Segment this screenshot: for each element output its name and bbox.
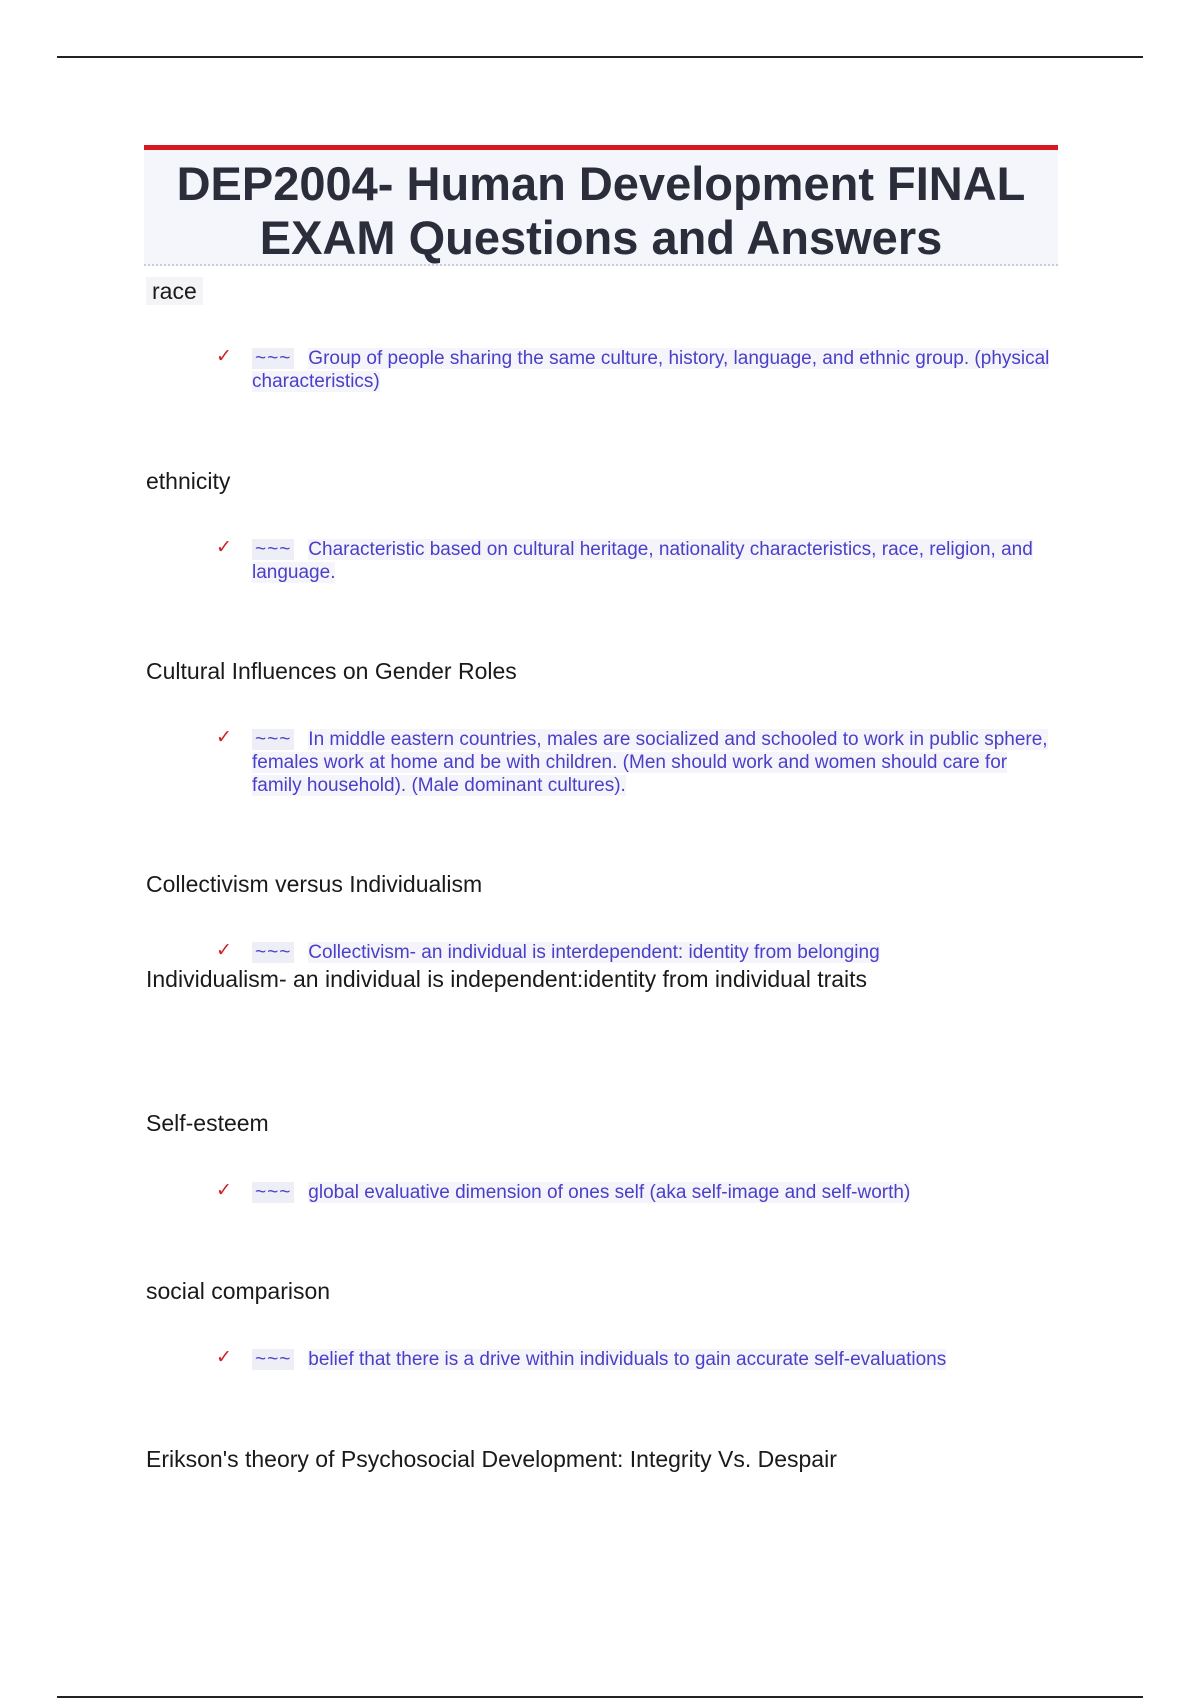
answer-marker: ~~~ [252,942,294,963]
document-title-line-1: DEP2004- Human Development FINAL [176,157,1026,210]
check-icon: ✓ [216,1347,232,1368]
answer-self-esteem [216,1181,1056,1204]
answer-marker: ~~~ [252,1182,294,1203]
answer-marker: ~~~ [252,1349,294,1370]
answer-text: Group of people sharing the same culture, history, language, and ethnic group. (physical characteristics) [252,348,1050,392]
answer-marker: ~~~ [252,348,294,369]
page-header-rule [57,56,1143,58]
answer-text: In middle eastern countries, males are socialized and schooled to work in public sphere, females work at home and be with children. (Men should work and women should care for family household). (Male dominant cultures). [252,729,1048,796]
question-collectivism: Collectivism versus Individualism [146,871,483,897]
answer-text: Characteristic based on cultural heritage, nationality characteristics, race, religion, and language. [252,539,1033,583]
question-social-comparison: social comparison [146,1278,331,1304]
answer-cultural-influences [216,728,1056,797]
answer-text: belief that there is a drive within individuals to gain accurate self-evaluations [308,1349,947,1370]
answer-social-comparison [216,1348,1056,1371]
title-block [144,145,1058,266]
answer-marker: ~~~ [252,539,294,560]
question-self-esteem: Self-esteem [146,1110,269,1136]
page-footer-rule [57,1696,1143,1698]
document-title [144,150,1058,265]
check-icon: ✓ [216,940,232,961]
answer-text: global evaluative dimension of ones self (aka self-image and self-worth) [308,1182,911,1203]
answer-continuation: Individualism- an individual is independent:identity from individual traits [146,966,868,992]
question-ethnicity: ethnicity [146,468,231,494]
question-erikson: Erikson's theory of Psychosocial Development: Integrity Vs. Despair [146,1446,837,1472]
question-cultural-influences: Cultural Influences on Gender Roles [146,658,517,684]
question-race: race [146,277,203,305]
answer-marker: ~~~ [252,729,294,750]
document-title-line-2: EXAM Questions and Answers [259,211,943,264]
check-icon: ✓ [216,1180,232,1201]
answer-ethnicity [216,538,1056,584]
answer-race [216,347,1056,393]
check-icon: ✓ [216,537,232,558]
answer-text: Collectivism- an individual is interdependent: identity from belonging [308,942,880,963]
check-icon: ✓ [216,727,232,748]
check-icon: ✓ [216,346,232,367]
answer-collectivism [216,941,1056,964]
